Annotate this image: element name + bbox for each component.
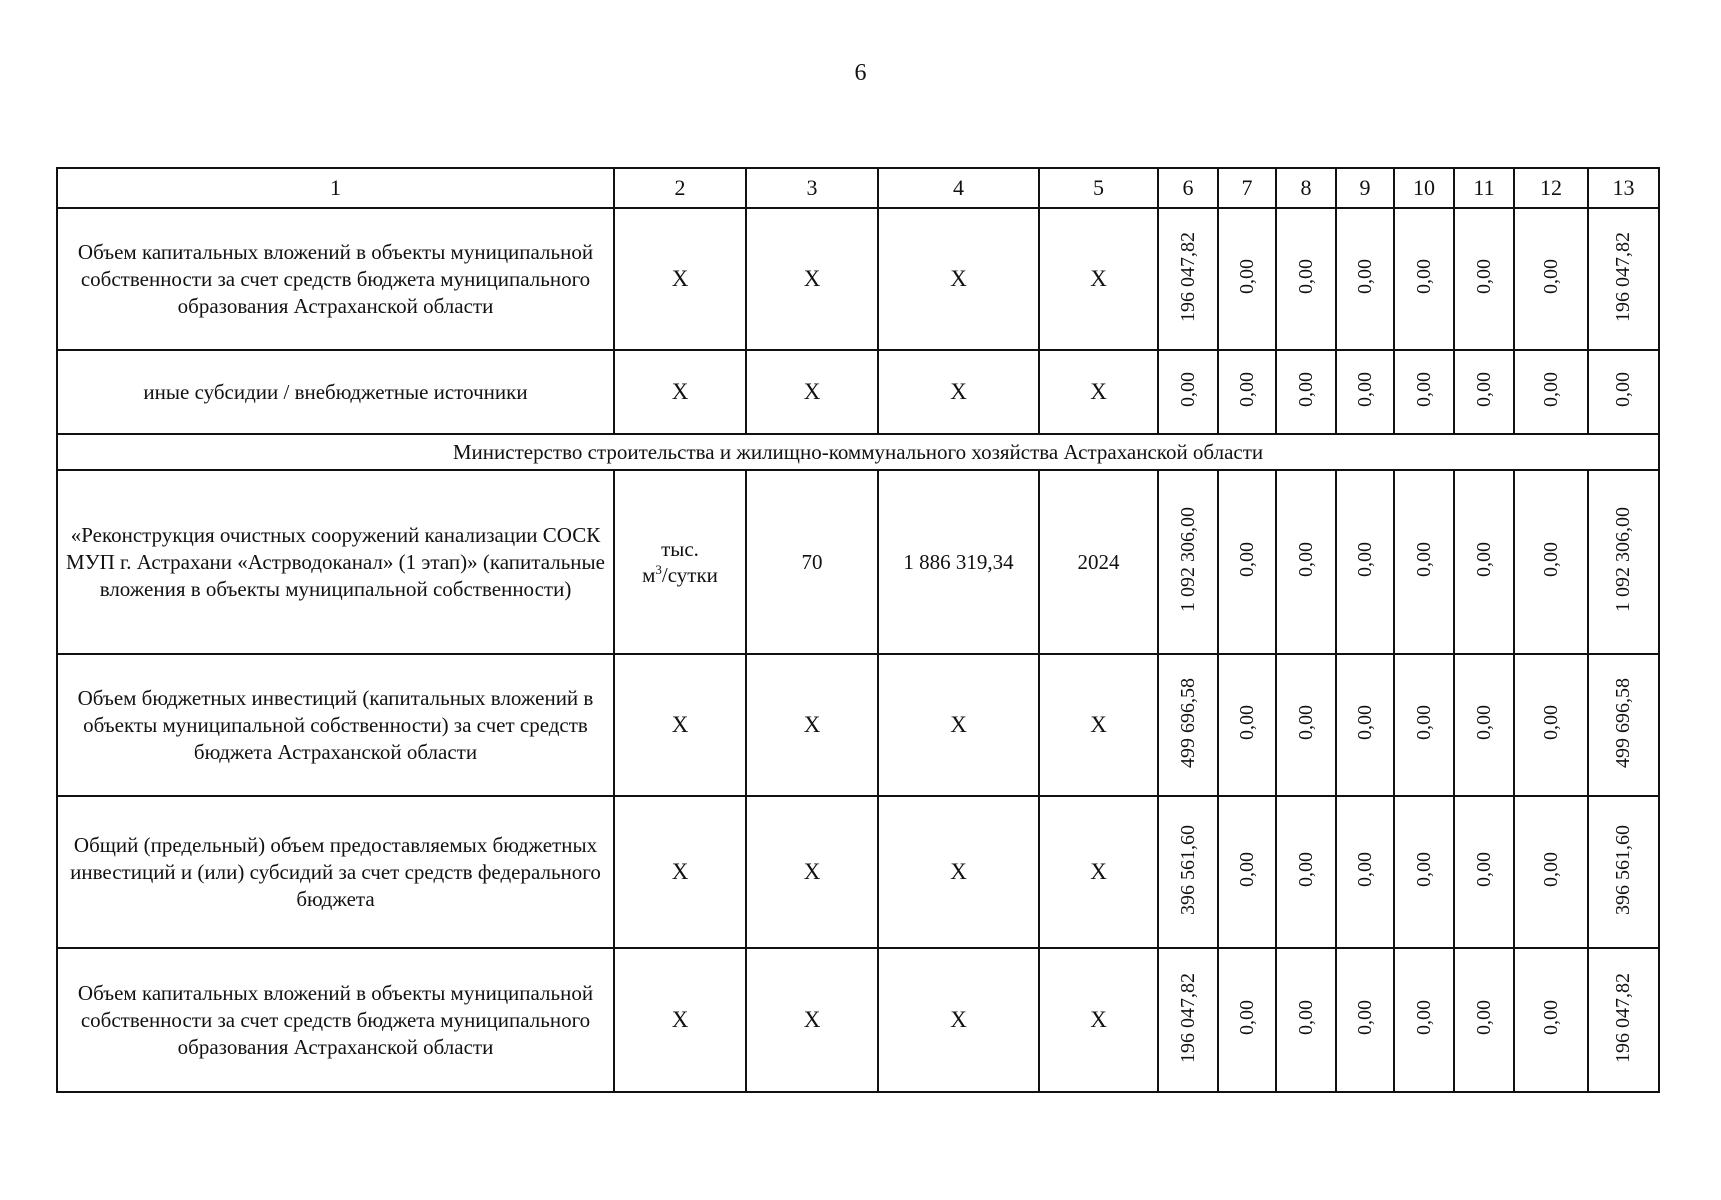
table-row [57,470,1659,654]
col-header-6: 6 [1158,168,1218,208]
amount-value: 0,00 [1472,1000,1495,1035]
cell-amount [1514,470,1588,654]
cell-amount [1276,948,1336,1092]
cell-cost: X [878,350,1039,434]
cell-amount [1336,208,1394,350]
amount-value: 0,00 [1235,852,1258,887]
cell-amount [1454,796,1514,948]
col-header-12: 12 [1514,168,1588,208]
table-row [57,654,1659,796]
cell-amount [1336,948,1394,1092]
cell-amount-total [1588,470,1659,654]
amount-value: 0,00 [1539,852,1562,887]
cell-cost: X [878,796,1039,948]
cell-unit [614,470,746,654]
cell-amount [1276,350,1336,434]
cell-amount [1218,470,1276,654]
financing-table [56,167,1660,1093]
cell-capacity: X [746,948,878,1092]
amount-value: 0,00 [1294,372,1317,407]
amount-value: 0,00 [1353,705,1376,740]
amount-value: 0,00 [1353,852,1376,887]
cell-capacity: X [746,350,878,434]
row-description: Объем бюджетных инвестиций (капитальных вложений в объекты муниципальной собственности) за счет средств бюджета Астраханской области [57,654,614,796]
cell-amount [1276,796,1336,948]
cell-unit: X [614,654,746,796]
amount-value: 0,00 [1539,705,1562,740]
cell-amount [1218,796,1276,948]
cell-cost: X [878,208,1039,350]
header-row [57,168,1659,208]
cell-unit: X [614,948,746,1092]
cell-amount [1514,350,1588,434]
cell-amount [1218,654,1276,796]
cell-amount [1394,948,1454,1092]
cell-amount [1394,796,1454,948]
cell-amount-total [1588,350,1659,434]
cell-amount [1514,654,1588,796]
amount-value: 0,00 [1353,542,1376,577]
cell-unit: X [614,796,746,948]
cell-year: X [1039,350,1158,434]
amount-value: 0,00 [1472,259,1495,294]
amount-value: 0,00 [1472,705,1495,740]
col-header-5: 5 [1039,168,1158,208]
amount-value: 0,00 [1412,1000,1435,1035]
cell-amount [1454,350,1514,434]
cell-amount [1394,208,1454,350]
amount-value: 0,00 [1235,705,1258,740]
cell-amount [1394,350,1454,434]
row-description: «Реконструкция очистных сооружений канализации СОСК МУП г. Астрахани «Астрводоканал» (1 этап)» (капитальные вложения в объекты муниципальной собственности) [57,470,614,654]
cell-amount [1158,654,1218,796]
row-description: Общий (предельный) объем предоставляемых бюджетных инвестиций и (или) субсидий за счет средств федерального бюджета [57,796,614,948]
cell-amount-total [1588,948,1659,1092]
amount-value: 0,00 [1412,372,1435,407]
amount-value: 0,00 [1294,259,1317,294]
amount-value: 1 092 306,00 [1612,507,1634,612]
amount-value: 0,00 [1176,372,1199,407]
amount-value: 0,00 [1612,372,1634,407]
cell-year: X [1039,948,1158,1092]
amount-value: 0,00 [1235,1000,1258,1035]
cell-amount [1336,654,1394,796]
cell-year: X [1039,208,1158,350]
amount-value: 0,00 [1412,542,1435,577]
table-row [57,350,1659,434]
page-number: 6 [854,60,867,86]
amount-value: 0,00 [1235,372,1258,407]
amount-value: 0,00 [1539,542,1562,577]
cell-capacity: X [746,654,878,796]
cell-amount [1218,350,1276,434]
col-header-3: 3 [746,168,878,208]
amount-value: 196 047,82 [1612,231,1634,322]
col-header-8: 8 [1276,168,1336,208]
cell-amount [1454,948,1514,1092]
ministry-title: Министерство строительства и жилищно-коммунального хозяйства Астраханской области [57,434,1659,470]
amount-value: 0,00 [1294,705,1317,740]
amount-value: 0,00 [1472,372,1495,407]
cell-amount [1454,470,1514,654]
cell-cost: X [878,654,1039,796]
amount-value: 0,00 [1353,372,1376,407]
cell-amount [1454,208,1514,350]
unit-prefix: тыс. [661,536,699,561]
row-description: Объем капитальных вложений в объекты муниципальной собственности за счет средств бюджета муниципального образования Астраханской области [57,948,614,1092]
cell-amount [1158,948,1218,1092]
col-header-9: 9 [1336,168,1394,208]
cell-amount [1218,208,1276,350]
cell-capacity: 70 [746,470,878,654]
cell-amount [1276,208,1336,350]
unit-main: м [642,562,656,587]
cell-amount [1158,208,1218,350]
row-description: иные субсидии / внебюджетные источники [57,350,614,434]
amount-value: 0,00 [1472,542,1495,577]
cell-amount-total [1588,208,1659,350]
amount-value: 0,00 [1235,259,1258,294]
cell-amount [1394,654,1454,796]
cell-amount [1454,654,1514,796]
col-header-1: 1 [57,168,614,208]
unit-suffix: /сутки [661,562,718,587]
cell-amount [1514,208,1588,350]
col-header-7: 7 [1218,168,1276,208]
amount-value: 1 092 306,00 [1176,507,1199,612]
amount-value: 0,00 [1294,542,1317,577]
amount-value: 0,00 [1539,259,1562,294]
cell-year: X [1039,654,1158,796]
col-header-10: 10 [1394,168,1454,208]
cell-capacity: X [746,208,878,350]
amount-value: 196 047,82 [1612,972,1634,1063]
amount-value: 0,00 [1294,852,1317,887]
col-header-4: 4 [878,168,1039,208]
row-description: Объем капитальных вложений в объекты муниципальной собственности за счет средств бюджета муниципального образования Астраханской области [57,208,614,350]
amount-value: 0,00 [1539,1000,1562,1035]
amount-value: 396 561,60 [1176,824,1199,915]
cell-unit: X [614,208,746,350]
amount-value: 0,00 [1353,1000,1376,1035]
amount-value: 0,00 [1472,852,1495,887]
amount-value: 0,00 [1539,372,1562,407]
cell-amount [1218,948,1276,1092]
cell-year: X [1039,796,1158,948]
table-row [57,208,1659,350]
cell-amount [1158,350,1218,434]
amount-value: 0,00 [1412,705,1435,740]
cell-amount-total [1588,654,1659,796]
amount-value: 396 561,60 [1612,824,1634,915]
cell-amount [1276,470,1336,654]
cell-cost: X [878,948,1039,1092]
cell-amount [1336,470,1394,654]
cell-amount [1276,654,1336,796]
amount-value: 499 696,58 [1612,677,1634,768]
cell-amount [1336,350,1394,434]
amount-value: 0,00 [1353,259,1376,294]
col-header-11: 11 [1454,168,1514,208]
cell-amount [1336,796,1394,948]
cell-capacity: X [746,796,878,948]
amount-value: 499 696,58 [1176,677,1199,768]
cell-amount-total [1588,796,1659,948]
amount-value: 0,00 [1294,1000,1317,1035]
table-row [57,948,1659,1092]
amount-value: 0,00 [1412,852,1435,887]
amount-value: 0,00 [1412,259,1435,294]
amount-value: 0,00 [1235,542,1258,577]
col-header-2: 2 [614,168,746,208]
unit-superscript: 3 [655,561,662,577]
amount-value: 196 047,82 [1176,231,1199,322]
cell-amount [1514,796,1588,948]
cell-unit: X [614,350,746,434]
cell-amount [1394,470,1454,654]
col-header-13: 13 [1588,168,1659,208]
cell-cost: 1 886 319,34 [878,470,1039,654]
ministry-section-row [57,434,1659,470]
cell-amount [1158,470,1218,654]
cell-amount [1158,796,1218,948]
amount-value: 196 047,82 [1176,972,1199,1063]
table-row [57,796,1659,948]
cell-year: 2024 [1039,470,1158,654]
cell-amount [1514,948,1588,1092]
